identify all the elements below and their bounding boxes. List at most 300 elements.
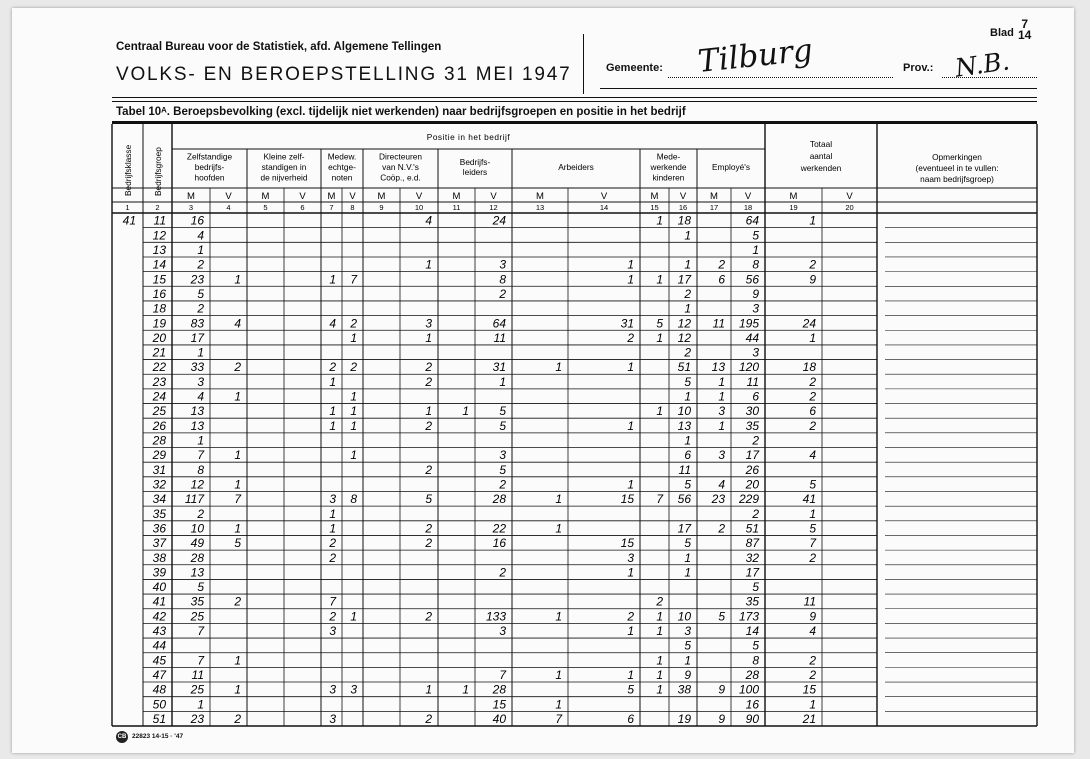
handwritten-cell-value: 25 bbox=[152, 404, 166, 419]
handwritten-cell-value: 13 bbox=[152, 242, 166, 257]
handwritten-cell-value: 19 bbox=[677, 712, 691, 726]
handwritten-cell-value: 3 bbox=[752, 301, 759, 316]
m-label: M bbox=[710, 191, 718, 202]
handwritten-cell-value: 90 bbox=[745, 712, 759, 726]
handwritten-cell-value: 14 bbox=[745, 624, 759, 639]
handwritten-cell-value: 41 bbox=[152, 594, 166, 609]
blad-page: 7 bbox=[1021, 17, 1029, 31]
handwritten-cell-value: 2 bbox=[656, 594, 663, 609]
handwritten-cell-value: 1 bbox=[197, 697, 204, 712]
bedrijfsgroep-header: Bedrijfsgroep bbox=[153, 147, 163, 196]
group-header-line: leiders bbox=[462, 167, 488, 178]
handwritten-cell-value: 1 bbox=[718, 374, 725, 389]
handwritten-cell-value: 2 bbox=[684, 345, 691, 360]
handwritten-cell-value: 64 bbox=[745, 213, 759, 228]
handwritten-cell-value: 11 bbox=[153, 213, 166, 228]
handwritten-cell-value: 1 bbox=[627, 668, 634, 683]
handwritten-cell-value: 1 bbox=[684, 257, 691, 272]
handwritten-cell-value: 1 bbox=[234, 653, 241, 668]
province-label: Prov.: bbox=[903, 62, 934, 74]
handwritten-cell-value: 1 bbox=[425, 404, 432, 419]
column-number: 14 bbox=[599, 203, 609, 212]
handwritten-cell-value: 4 bbox=[329, 316, 336, 331]
handwritten-cell-value: 49 bbox=[190, 536, 204, 551]
handwritten-cell-value: 1 bbox=[350, 418, 357, 433]
form-title: VOLKS- EN BEROEPSTELLING 31 MEI 1947 bbox=[116, 64, 572, 85]
handwritten-cell-value: 1 bbox=[656, 624, 663, 639]
handwritten-cell-value: 23 bbox=[190, 712, 204, 726]
handwritten-cell-value: 33 bbox=[190, 360, 204, 375]
handwritten-cell-value: 7 bbox=[197, 448, 204, 463]
group-header-line: noten bbox=[331, 172, 353, 183]
handwritten-cell-value: 1 bbox=[425, 257, 432, 272]
column-number: 15 bbox=[650, 203, 659, 212]
handwritten-cell-value: 2 bbox=[809, 668, 816, 683]
handwritten-cell-value: 40 bbox=[492, 712, 506, 726]
handwritten-cell-value: 18 bbox=[152, 301, 166, 316]
m-label: M bbox=[452, 191, 461, 202]
handwritten-cell-value: 3 bbox=[718, 448, 725, 463]
handwritten-cell-value: 2 bbox=[425, 536, 432, 551]
handwritten-cell-value: 1 bbox=[718, 389, 725, 404]
handwritten-cell-value: 24 bbox=[152, 389, 166, 404]
handwritten-cell-value: 44 bbox=[745, 330, 759, 345]
handwritten-cell-value: 12 bbox=[152, 228, 166, 243]
handwritten-cell-value: 6 bbox=[627, 712, 634, 726]
handwritten-cell-value: 10 bbox=[677, 609, 691, 624]
handwritten-cell-value: 13 bbox=[711, 360, 725, 375]
handwritten-cell-value: 3 bbox=[752, 345, 759, 360]
handwritten-cell-value: 51 bbox=[745, 521, 759, 536]
handwritten-cell-value: 4 bbox=[425, 213, 432, 228]
handwritten-cell-value: 2 bbox=[329, 536, 336, 551]
handwritten-cell-value: 7 bbox=[809, 536, 816, 551]
group-header-line: Arbeiders bbox=[558, 162, 594, 172]
handwritten-cell-value: 3 bbox=[499, 448, 506, 463]
handwritten-cell-value: 3 bbox=[350, 682, 357, 697]
handwritten-cell-value: 37 bbox=[152, 536, 166, 551]
handwritten-cell-value: 11 bbox=[712, 316, 725, 331]
m-label: M bbox=[377, 191, 386, 202]
handwritten-cell-value: 1 bbox=[627, 418, 634, 433]
column-number: 3 bbox=[188, 203, 194, 212]
handwritten-cell-value: 87 bbox=[745, 536, 759, 551]
handwritten-cell-value: 2 bbox=[234, 360, 241, 375]
opmerkingen-header-line: (eventueel in te vullen: bbox=[915, 163, 999, 173]
handwritten-cell-value: 8 bbox=[752, 257, 759, 272]
handwritten-cell-value: 2 bbox=[425, 609, 432, 624]
handwritten-cell-value: 1 bbox=[684, 433, 691, 448]
group-header-line: van N.V.'s bbox=[382, 162, 419, 172]
handwritten-cell-value: 56 bbox=[745, 272, 759, 287]
handwritten-cell-value: 1 bbox=[329, 374, 336, 389]
handwritten-cell-value: 23 bbox=[190, 272, 204, 287]
group-header-line: werkende bbox=[650, 162, 687, 172]
handwritten-cell-value: 31 bbox=[152, 462, 166, 477]
handwritten-cell-value: 5 bbox=[809, 477, 816, 492]
handwritten-cell-value: 9 bbox=[684, 668, 691, 683]
handwritten-cell-value: 100 bbox=[738, 682, 759, 697]
group-header-line: Kleine zelf- bbox=[263, 151, 305, 162]
handwritten-cell-value: 13 bbox=[190, 565, 204, 580]
handwritten-cell-value: 19 bbox=[152, 316, 166, 331]
handwritten-cell-value: 11 bbox=[191, 668, 204, 683]
handwritten-cell-value: 1 bbox=[350, 330, 357, 345]
handwritten-cell-value: 1 bbox=[197, 242, 204, 257]
handwritten-cell-value: 1 bbox=[234, 272, 241, 287]
handwritten-cell-value: 12 bbox=[677, 316, 691, 331]
handwritten-cell-value: 7 bbox=[329, 594, 336, 609]
m-label: M bbox=[261, 191, 270, 202]
handwritten-cell-value: 5 bbox=[425, 492, 432, 507]
handwritten-cell-value: 1 bbox=[684, 301, 691, 316]
handwritten-cell-value: 1 bbox=[656, 653, 663, 668]
column-number: 11 bbox=[452, 203, 461, 212]
handwritten-cell-value: 35 bbox=[190, 594, 204, 609]
handwritten-cell-value: 1 bbox=[499, 374, 506, 389]
handwritten-cell-value: 29 bbox=[152, 448, 166, 463]
handwritten-cell-value: 47 bbox=[152, 668, 166, 683]
handwritten-cell-value: 39 bbox=[152, 565, 166, 580]
handwritten-cell-value: 7 bbox=[656, 492, 663, 507]
handwritten-cell-value: 15 bbox=[620, 492, 634, 507]
handwritten-cell-value: 13 bbox=[190, 404, 204, 419]
handwritten-cell-value: 5 bbox=[197, 580, 204, 595]
m-label: M bbox=[187, 191, 195, 202]
group-header-line: Mede- bbox=[656, 151, 681, 162]
handwritten-cell-value: 133 bbox=[485, 609, 506, 624]
group-header-line: Zelfstandige bbox=[186, 151, 233, 162]
column-number: 7 bbox=[329, 203, 334, 212]
handwritten-cell-value: 4 bbox=[718, 477, 725, 492]
v-label: V bbox=[744, 191, 752, 202]
column-number: 5 bbox=[263, 203, 268, 212]
handwritten-cell-value: 1 bbox=[656, 272, 663, 287]
handwritten-cell-value: 2 bbox=[684, 286, 691, 301]
handwritten-cell-value: 30 bbox=[745, 404, 759, 419]
handwritten-cell-value: 1 bbox=[329, 521, 336, 536]
handwritten-cell-value: 17 bbox=[677, 272, 691, 287]
handwritten-cell-value: 2 bbox=[718, 257, 725, 272]
handwritten-cell-value: 2 bbox=[350, 360, 357, 375]
handwritten-cell-value: 173 bbox=[738, 609, 759, 624]
handwritten-cell-value: 12 bbox=[190, 477, 204, 492]
column-number: 13 bbox=[535, 203, 545, 212]
handwritten-cell-value: 28 bbox=[190, 550, 204, 565]
handwritten-cell-value: 14 bbox=[152, 257, 166, 272]
handwritten-cell-value: 9 bbox=[718, 682, 725, 697]
handwritten-cell-value: 1 bbox=[684, 653, 691, 668]
handwritten-cell-value: 8 bbox=[350, 492, 357, 507]
handwritten-cell-value: 18 bbox=[802, 360, 816, 375]
handwritten-cell-value: 5 bbox=[197, 286, 204, 301]
totaal-header-line: aantal bbox=[809, 151, 833, 161]
handwritten-cell-value: 41 bbox=[802, 492, 816, 507]
handwritten-cell-value: 16 bbox=[492, 536, 506, 551]
handwritten-cell-value: 1 bbox=[197, 433, 204, 448]
blad-label: Blad bbox=[990, 27, 1014, 39]
handwritten-cell-value: 16 bbox=[745, 697, 759, 712]
handwritten-cell-value: 5 bbox=[656, 316, 663, 331]
handwritten-cell-value: 42 bbox=[152, 609, 166, 624]
handwritten-cell-value: 51 bbox=[677, 360, 691, 375]
handwritten-cell-value: 16 bbox=[152, 286, 166, 301]
handwritten-cell-value: 43 bbox=[152, 624, 166, 639]
handwritten-cell-value: 1 bbox=[752, 242, 759, 257]
handwritten-cell-value: 8 bbox=[752, 653, 759, 668]
column-number: 9 bbox=[379, 203, 384, 212]
handwritten-cell-value: 10 bbox=[677, 404, 691, 419]
handwritten-cell-value: 17 bbox=[745, 565, 759, 580]
handwritten-cell-value: 20 bbox=[745, 477, 759, 492]
handwritten-cell-value: 2 bbox=[425, 418, 432, 433]
handwritten-cell-value: 9 bbox=[809, 609, 816, 624]
handwritten-cell-value: 1 bbox=[425, 330, 432, 345]
handwritten-cell-value: 5 bbox=[718, 609, 725, 624]
handwritten-cell-value: 11 bbox=[746, 374, 759, 389]
handwritten-cell-value: 5 bbox=[499, 418, 506, 433]
handwritten-cell-value: 26 bbox=[745, 462, 759, 477]
handwritten-cell-value: 8 bbox=[499, 272, 506, 287]
handwritten-cell-value: 1 bbox=[555, 668, 562, 683]
handwritten-cell-value: 2 bbox=[809, 257, 816, 272]
handwritten-cell-value: 2 bbox=[499, 565, 506, 580]
handwritten-cell-value: 2 bbox=[809, 374, 816, 389]
handwritten-cell-value: 2 bbox=[499, 286, 506, 301]
handwritten-cell-value: 1 bbox=[656, 668, 663, 683]
handwritten-cell-value: 2 bbox=[329, 360, 336, 375]
handwritten-cell-value: 3 bbox=[329, 712, 336, 726]
handwritten-cell-value: 5 bbox=[752, 638, 759, 653]
handwritten-cell-value: 17 bbox=[745, 448, 759, 463]
handwritten-cell-value: 24 bbox=[492, 213, 506, 228]
handwritten-cell-value: 6 bbox=[809, 404, 816, 419]
handwritten-cell-value: 1 bbox=[627, 360, 634, 375]
handwritten-cell-value: 25 bbox=[190, 609, 204, 624]
v-label: V bbox=[415, 191, 423, 202]
m-label: M bbox=[536, 191, 544, 202]
handwritten-cell-value: 5 bbox=[752, 228, 759, 243]
handwritten-cell-value: 38 bbox=[152, 550, 166, 565]
handwritten-cell-value: 7 bbox=[197, 653, 204, 668]
province-handwritten-value: N.B. bbox=[953, 46, 1012, 83]
handwritten-cell-value: 5 bbox=[684, 477, 691, 492]
v-label: V bbox=[349, 191, 356, 202]
group-header-line: kinderen bbox=[652, 172, 685, 183]
positie-header: Positie in het bedrijf bbox=[426, 132, 511, 142]
handwritten-cell-value: 24 bbox=[802, 316, 816, 331]
handwritten-cell-value: 64 bbox=[492, 316, 506, 331]
table-title: Tabel 10ᴬ. Beroepsbevolking (excl. tijdelijk niet werkenden) naar bedrijfsgroepen en positie in het bedrijf bbox=[116, 106, 686, 118]
handwritten-cell-value: 2 bbox=[197, 257, 204, 272]
cbs-stamp-icon: CB bbox=[116, 731, 128, 743]
handwritten-cell-value: 2 bbox=[197, 506, 204, 521]
handwritten-cell-value: 15 bbox=[802, 682, 816, 697]
column-number: 10 bbox=[414, 203, 424, 212]
handwritten-cell-value: 1 bbox=[197, 345, 204, 360]
group-header-line: Coöp., e.d. bbox=[380, 172, 421, 183]
handwritten-cell-value: 1 bbox=[329, 506, 336, 521]
column-number: 19 bbox=[789, 203, 798, 212]
group-header-line: hoofden bbox=[194, 172, 225, 183]
handwritten-cell-value: 1 bbox=[234, 448, 241, 463]
handwritten-cell-value: 26 bbox=[152, 418, 166, 433]
handwritten-cell-value: 1 bbox=[425, 682, 432, 697]
handwritten-cell-value: 1 bbox=[684, 228, 691, 243]
handwritten-cell-value: 5 bbox=[684, 536, 691, 551]
handwritten-cell-value: 3 bbox=[499, 257, 506, 272]
handwritten-cell-value: 35 bbox=[745, 594, 759, 609]
handwritten-cell-value: 31 bbox=[492, 360, 506, 375]
handwritten-cell-value: 1 bbox=[627, 257, 634, 272]
handwritten-cell-value: 1 bbox=[555, 492, 562, 507]
gemeente-handwritten-value: Tilburg bbox=[696, 32, 815, 80]
handwritten-cell-value: 56 bbox=[677, 492, 691, 507]
handwritten-cell-value: 2 bbox=[752, 506, 759, 521]
handwritten-cell-value: 9 bbox=[752, 286, 759, 301]
handwritten-cell-value: 1 bbox=[462, 404, 469, 419]
handwritten-cell-value: 1 bbox=[234, 477, 241, 492]
handwritten-cell-value: 7 bbox=[350, 272, 357, 287]
handwritten-cell-value: 83 bbox=[190, 316, 204, 331]
handwritten-cell-value: 1 bbox=[718, 418, 725, 433]
handwritten-cell-value: 32 bbox=[152, 477, 166, 492]
handwritten-cell-value: 1 bbox=[329, 418, 336, 433]
handwritten-cell-value: 2 bbox=[234, 712, 241, 726]
handwritten-cell-value: 23 bbox=[711, 492, 725, 507]
handwritten-cell-value: 50 bbox=[152, 697, 166, 712]
handwritten-cell-value: 34 bbox=[152, 492, 166, 507]
handwritten-cell-value: 2 bbox=[718, 521, 725, 536]
handwritten-cell-value: 1 bbox=[684, 565, 691, 580]
handwritten-cell-value: 2 bbox=[425, 374, 432, 389]
handwritten-cell-value: 16 bbox=[190, 213, 204, 228]
handwritten-cell-value: 1 bbox=[329, 404, 336, 419]
handwritten-cell-value: 5 bbox=[684, 638, 691, 653]
handwritten-cell-value: 195 bbox=[738, 316, 759, 331]
handwritten-cell-value: 2 bbox=[197, 301, 204, 316]
handwritten-cell-value: 17 bbox=[190, 330, 204, 345]
bedrijfsklasse-header: Bedrijfsklasse bbox=[123, 144, 133, 196]
handwritten-cell-value: 1 bbox=[656, 213, 663, 228]
handwritten-cell-value: 5 bbox=[627, 682, 634, 697]
handwritten-cell-value: 1 bbox=[350, 404, 357, 419]
handwritten-cell-value: 22 bbox=[492, 521, 506, 536]
handwritten-cell-value: 41 bbox=[122, 213, 136, 228]
handwritten-cell-value: 2 bbox=[425, 712, 432, 726]
handwritten-cell-value: 12 bbox=[677, 330, 691, 345]
handwritten-cell-value: 1 bbox=[656, 404, 663, 419]
handwritten-cell-value: 3 bbox=[197, 374, 204, 389]
handwritten-cell-value: 51 bbox=[152, 712, 166, 726]
m-label: M bbox=[789, 191, 798, 202]
handwritten-cell-value: 1 bbox=[627, 624, 634, 639]
handwritten-cell-value: 18 bbox=[677, 213, 691, 228]
handwritten-cell-value: 5 bbox=[499, 462, 506, 477]
m-label: M bbox=[327, 191, 336, 202]
handwritten-cell-value: 4 bbox=[234, 316, 241, 331]
totaal-header-line: Totaal bbox=[809, 139, 833, 149]
totaal-header-line: werkenden bbox=[800, 163, 842, 173]
handwritten-cell-value: 7 bbox=[197, 624, 204, 639]
handwritten-cell-value: 3 bbox=[718, 404, 725, 419]
handwritten-cell-value: 6 bbox=[752, 389, 759, 404]
handwritten-cell-value: 1 bbox=[555, 521, 562, 536]
handwritten-cell-value: 25 bbox=[190, 682, 204, 697]
opmerkingen-header-line: naam bedrijfsgroep) bbox=[920, 174, 994, 184]
handwritten-cell-value: 1 bbox=[329, 272, 336, 287]
handwritten-cell-value: 11 bbox=[493, 330, 506, 345]
handwritten-cell-value: 5 bbox=[752, 580, 759, 595]
handwritten-cell-value: 1 bbox=[656, 609, 663, 624]
handwritten-cell-value: 28 bbox=[152, 433, 166, 448]
print-code: 22823 14-15 · '47 bbox=[132, 733, 184, 740]
handwritten-cell-value: 4 bbox=[197, 389, 204, 404]
handwritten-cell-value: 48 bbox=[152, 682, 166, 697]
handwritten-cell-value: 120 bbox=[738, 360, 759, 375]
handwritten-cell-value: 2 bbox=[499, 477, 506, 492]
handwritten-cell-value: 7 bbox=[499, 668, 506, 683]
handwritten-cell-value: 9 bbox=[718, 712, 725, 726]
handwritten-cell-value: 3 bbox=[425, 316, 432, 331]
v-label: V bbox=[490, 191, 497, 202]
handwritten-cell-value: 17 bbox=[677, 521, 691, 536]
opmerkingen-header-line: Opmerkingen bbox=[932, 152, 982, 162]
group-header-line: echtge- bbox=[328, 162, 356, 172]
handwritten-cell-value: 2 bbox=[234, 594, 241, 609]
handwritten-cell-value: 4 bbox=[809, 624, 816, 639]
handwritten-cell-value: 2 bbox=[809, 389, 816, 404]
group-header-line: Medew. bbox=[327, 151, 357, 162]
v-label: V bbox=[679, 191, 687, 202]
handwritten-cell-value: 13 bbox=[190, 418, 204, 433]
handwritten-cell-value: 2 bbox=[627, 609, 634, 624]
column-number: 12 bbox=[489, 203, 498, 212]
handwritten-cell-value: 6 bbox=[718, 272, 725, 287]
handwritten-cell-value: 1 bbox=[656, 682, 663, 697]
handwritten-cell-value: 11 bbox=[803, 594, 816, 609]
group-header-line: Employé's bbox=[711, 162, 751, 172]
handwritten-cell-value: 28 bbox=[492, 682, 506, 697]
handwritten-cell-value: 1 bbox=[684, 550, 691, 565]
handwritten-cell-value: 35 bbox=[152, 506, 166, 521]
handwritten-cell-value: 22 bbox=[152, 360, 166, 375]
handwritten-cell-value: 1 bbox=[627, 477, 634, 492]
handwritten-cell-value: 1 bbox=[627, 565, 634, 580]
handwritten-cell-value: 15 bbox=[152, 272, 166, 287]
handwritten-cell-value: 36 bbox=[152, 521, 166, 536]
blad-total: 14 bbox=[1018, 28, 1032, 42]
handwritten-cell-value: 21 bbox=[152, 345, 166, 360]
handwritten-cell-value: 1 bbox=[234, 389, 241, 404]
column-number: 18 bbox=[743, 203, 753, 212]
handwritten-cell-value: 2 bbox=[425, 521, 432, 536]
handwritten-cell-value: 4 bbox=[197, 228, 204, 243]
handwritten-cell-value: 1 bbox=[555, 360, 562, 375]
v-label: V bbox=[600, 191, 608, 202]
handwritten-cell-value: 28 bbox=[745, 668, 759, 683]
handwritten-cell-value: 8 bbox=[197, 462, 204, 477]
handwritten-cell-value: 7 bbox=[555, 712, 562, 726]
handwritten-cell-value: 1 bbox=[809, 697, 816, 712]
handwritten-cell-value: 3 bbox=[627, 550, 634, 565]
handwritten-cell-value: 20 bbox=[152, 330, 166, 345]
handwritten-cell-value: 10 bbox=[190, 521, 204, 536]
handwritten-cell-value: 1 bbox=[809, 330, 816, 345]
handwritten-cell-value: 1 bbox=[555, 697, 562, 712]
handwritten-cell-value: 4 bbox=[809, 448, 816, 463]
m-label: M bbox=[650, 191, 659, 202]
